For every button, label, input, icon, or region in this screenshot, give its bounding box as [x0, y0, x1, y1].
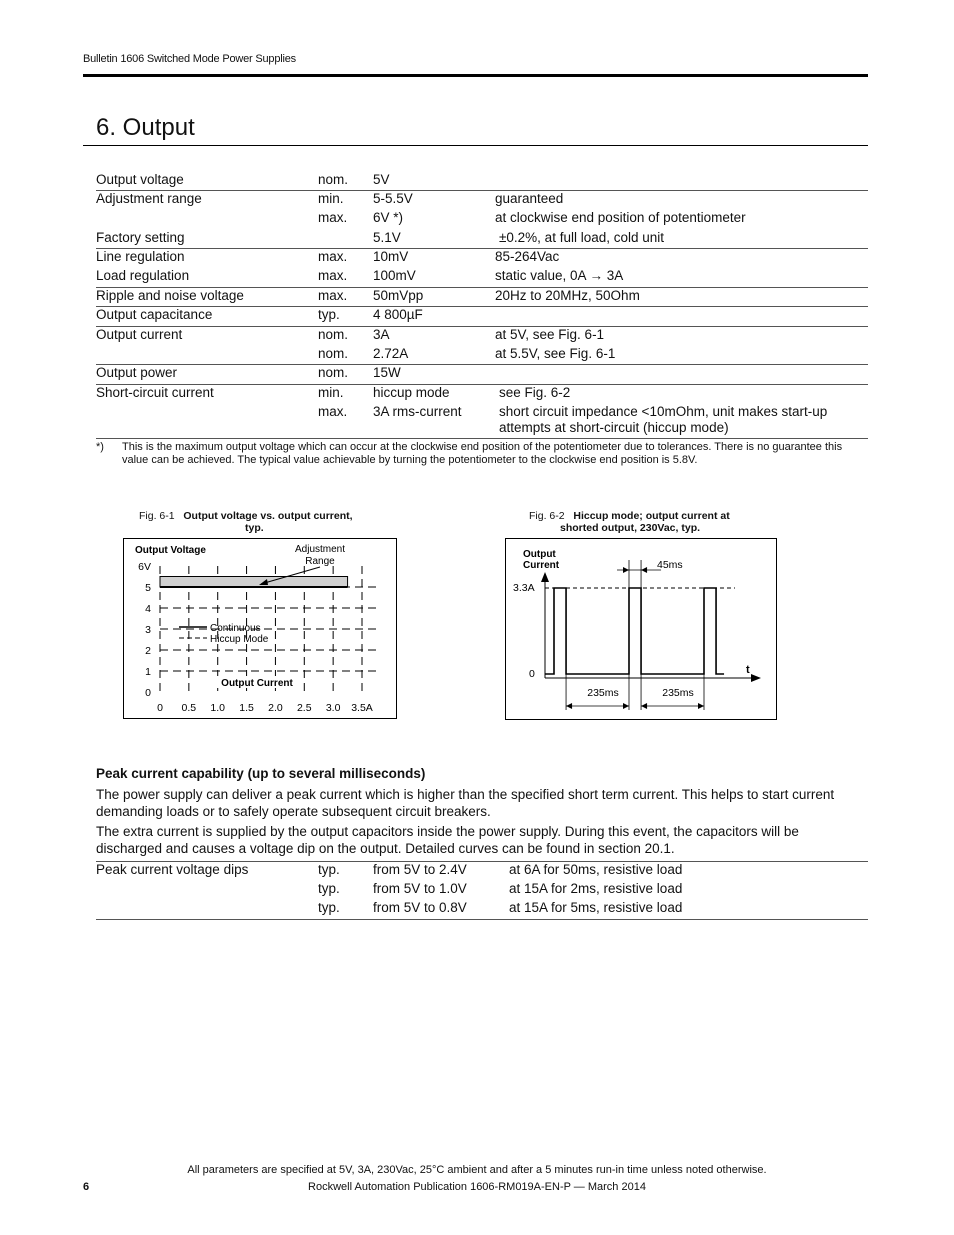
peak-qual: typ.	[318, 862, 340, 877]
fig1-title: Output voltage vs. output current,	[183, 510, 353, 522]
spec-note: at clockwise end position of potentiometer	[495, 210, 746, 225]
fig2-title: Hiccup mode; output current at	[573, 510, 730, 522]
spec-name: Load regulation	[96, 268, 190, 283]
spec-note: see Fig. 6-2	[499, 385, 571, 400]
fig1-y-tick-label: 2	[145, 645, 151, 657]
fig1-annotation-1: Adjustment	[294, 544, 346, 555]
spec-qual: min.	[318, 191, 344, 206]
spec-value: 5.1V	[373, 230, 401, 245]
peak-note: at 15A for 2ms, resistive load	[509, 881, 683, 896]
fig1-x-tick-label: 1.0	[210, 702, 226, 714]
peak-section-title: Peak current capability (up to several milliseconds)	[96, 766, 426, 781]
peak-paragraph-2: The extra current is supplied by the output capacitors inside the power supply. During this event, the capacitors will be discharged and causes a voltage dip on the output. Detailed curves can be found in section 20.1.	[96, 824, 799, 856]
page-number: 6	[83, 1181, 90, 1193]
fig1-x-axis-label: Output Current	[221, 678, 293, 689]
spec-value: 3A	[373, 327, 390, 342]
footnote-text: This is the maximum output voltage which can occur at the clockwise end position of the potentiometer due to tolerances. There is no guarantee this value can be achieved. The typical value achievable by turning the potentiometer to the clockwise end position is 5.8V.	[122, 441, 843, 466]
fig1-legend-continuous: Continuous	[210, 623, 261, 634]
peak-note: at 15A for 5ms, resistive load	[509, 900, 683, 915]
spec-note: short circuit impedance <10mOhm, unit makes start-up	[499, 404, 828, 419]
spec-value: 4 800µF	[373, 307, 423, 322]
spec-value: 6V *)	[373, 210, 404, 225]
spec-qual: nom.	[318, 365, 349, 380]
spec-name: Ripple and noise voltage	[96, 288, 244, 303]
spec-note: 85-264Vac	[495, 249, 560, 264]
spec-value: 3A rms-current	[373, 404, 462, 419]
fig2-x-label: t	[746, 664, 750, 676]
fig1-y-tick-label: 1	[145, 666, 151, 678]
spec-value: 2.72A	[373, 346, 409, 361]
spec-qual: typ.	[318, 307, 340, 322]
spec-name: Adjustment range	[96, 191, 202, 206]
fig1-x-tick-label: 2.0	[268, 702, 283, 714]
spec-note: attempts at short-circuit (hiccup mode)	[499, 420, 729, 435]
footnote-mark: *)	[96, 441, 104, 453]
fig2-y-label-2: Current	[523, 560, 560, 571]
fig1-y-tick-label: 0	[145, 687, 151, 699]
fig1-caption-2: typ.	[245, 522, 264, 534]
spec-qual: nom.	[318, 172, 349, 187]
spec-value: 15W	[373, 365, 401, 380]
peak-value: from 5V to 2.4V	[373, 862, 467, 877]
fig1-x-tick-label: 2.5	[296, 702, 312, 714]
spec-note: 20Hz to 20MHz, 50Ohm	[495, 288, 640, 303]
peak-qual: typ.	[318, 881, 340, 896]
fig1-y-tick-label: 4	[145, 603, 151, 615]
spec-value: 10mV	[373, 249, 409, 264]
spec-name: Output voltage	[96, 172, 184, 187]
peak-note: at 6A for 50ms, resistive load	[509, 862, 683, 877]
spec-name: Output capacitance	[96, 307, 213, 322]
spec-qual: min.	[318, 385, 344, 400]
spec-qual: max.	[318, 268, 348, 283]
fig2-level-label: 3.3A	[513, 582, 535, 594]
fig2-pulse-width-label: 45ms	[657, 559, 683, 571]
fig1-legend-hiccup: Hiccup Mode	[210, 634, 269, 645]
fig1-y-axis-label: Output Voltage	[135, 545, 206, 556]
spec-value: 100mV	[373, 268, 416, 283]
peak-name: Peak current voltage dips	[96, 862, 249, 877]
fig1-annotation-2: Range	[305, 556, 335, 567]
spec-qual: max.	[318, 288, 348, 303]
fig1-y-tick-label: 3	[145, 624, 151, 636]
fig2-off-time-label-2: 235ms	[662, 687, 694, 699]
footer-publication: Rockwell Automation Publication 1606-RM019A-EN-P — March 2014	[308, 1181, 646, 1193]
spec-name: Output power	[96, 365, 178, 380]
fig2-caption-2: shorted output, 230Vac, typ.	[560, 522, 701, 534]
spec-note: guaranteed	[495, 191, 564, 206]
spec-qual: nom.	[318, 327, 349, 342]
spec-name: Line regulation	[96, 249, 185, 264]
spec-qual: max.	[318, 249, 348, 264]
spec-value: 5V	[373, 172, 390, 187]
fig1-x-tick-label: 3.0	[325, 702, 341, 714]
spec-qual: max.	[318, 210, 348, 225]
fig1-x-tick-label: 1.5	[239, 702, 254, 714]
fig1-x-tick-label: 3.5A	[351, 702, 373, 714]
fig1-label: Fig. 6-1	[139, 510, 175, 522]
peak-qual: typ.	[318, 900, 340, 915]
spec-name: Factory setting	[96, 230, 185, 245]
fig2-zero-label: 0	[529, 668, 535, 680]
spec-note: at 5.5V, see Fig. 6-1	[495, 346, 616, 361]
table-rule	[96, 919, 868, 920]
spec-note: static value, 0A → 3A	[495, 268, 624, 283]
fig2-y-label-1: Output	[523, 549, 556, 560]
peak-paragraph-1: The power supply can deliver a peak current which is higher than the specified short term current. This helps to start current demanding loads or to safely operate subsequent circuit breakers.	[96, 787, 835, 819]
fig2-label: Fig. 6-2	[529, 510, 565, 522]
spec-value: hiccup mode	[373, 385, 450, 400]
fig1-x-tick-label: 0.5	[181, 702, 197, 714]
running-header: Bulletin 1606 Switched Mode Power Supplies	[83, 53, 296, 65]
fig2-off-time-label-1: 235ms	[587, 687, 619, 699]
section-title: 6. Output	[96, 114, 195, 141]
spec-name: Output current	[96, 327, 183, 342]
spec-note: ±0.2%, at full load, cold unit	[499, 230, 665, 245]
spec-qual: nom.	[318, 346, 349, 361]
footer-note: All parameters are specified at 5V, 3A, 230Vac, 25°C ambient and after a 5 minutes run-in time unless noted otherwise.	[187, 1164, 767, 1176]
spec-name: Short-circuit current	[96, 385, 214, 400]
spec-qual: max.	[318, 404, 348, 419]
spec-value: 5-5.5V	[373, 191, 413, 206]
peak-value: from 5V to 1.0V	[373, 881, 467, 896]
peak-value: from 5V to 0.8V	[373, 900, 467, 915]
fig1-y-tick-label: 5	[145, 582, 151, 594]
spec-value: 50mVpp	[373, 288, 424, 303]
fig1-x-tick-label: 0	[157, 702, 163, 714]
fig1-y-tick-label: 6V	[138, 561, 151, 573]
spec-note: at 5V, see Fig. 6-1	[495, 327, 605, 342]
